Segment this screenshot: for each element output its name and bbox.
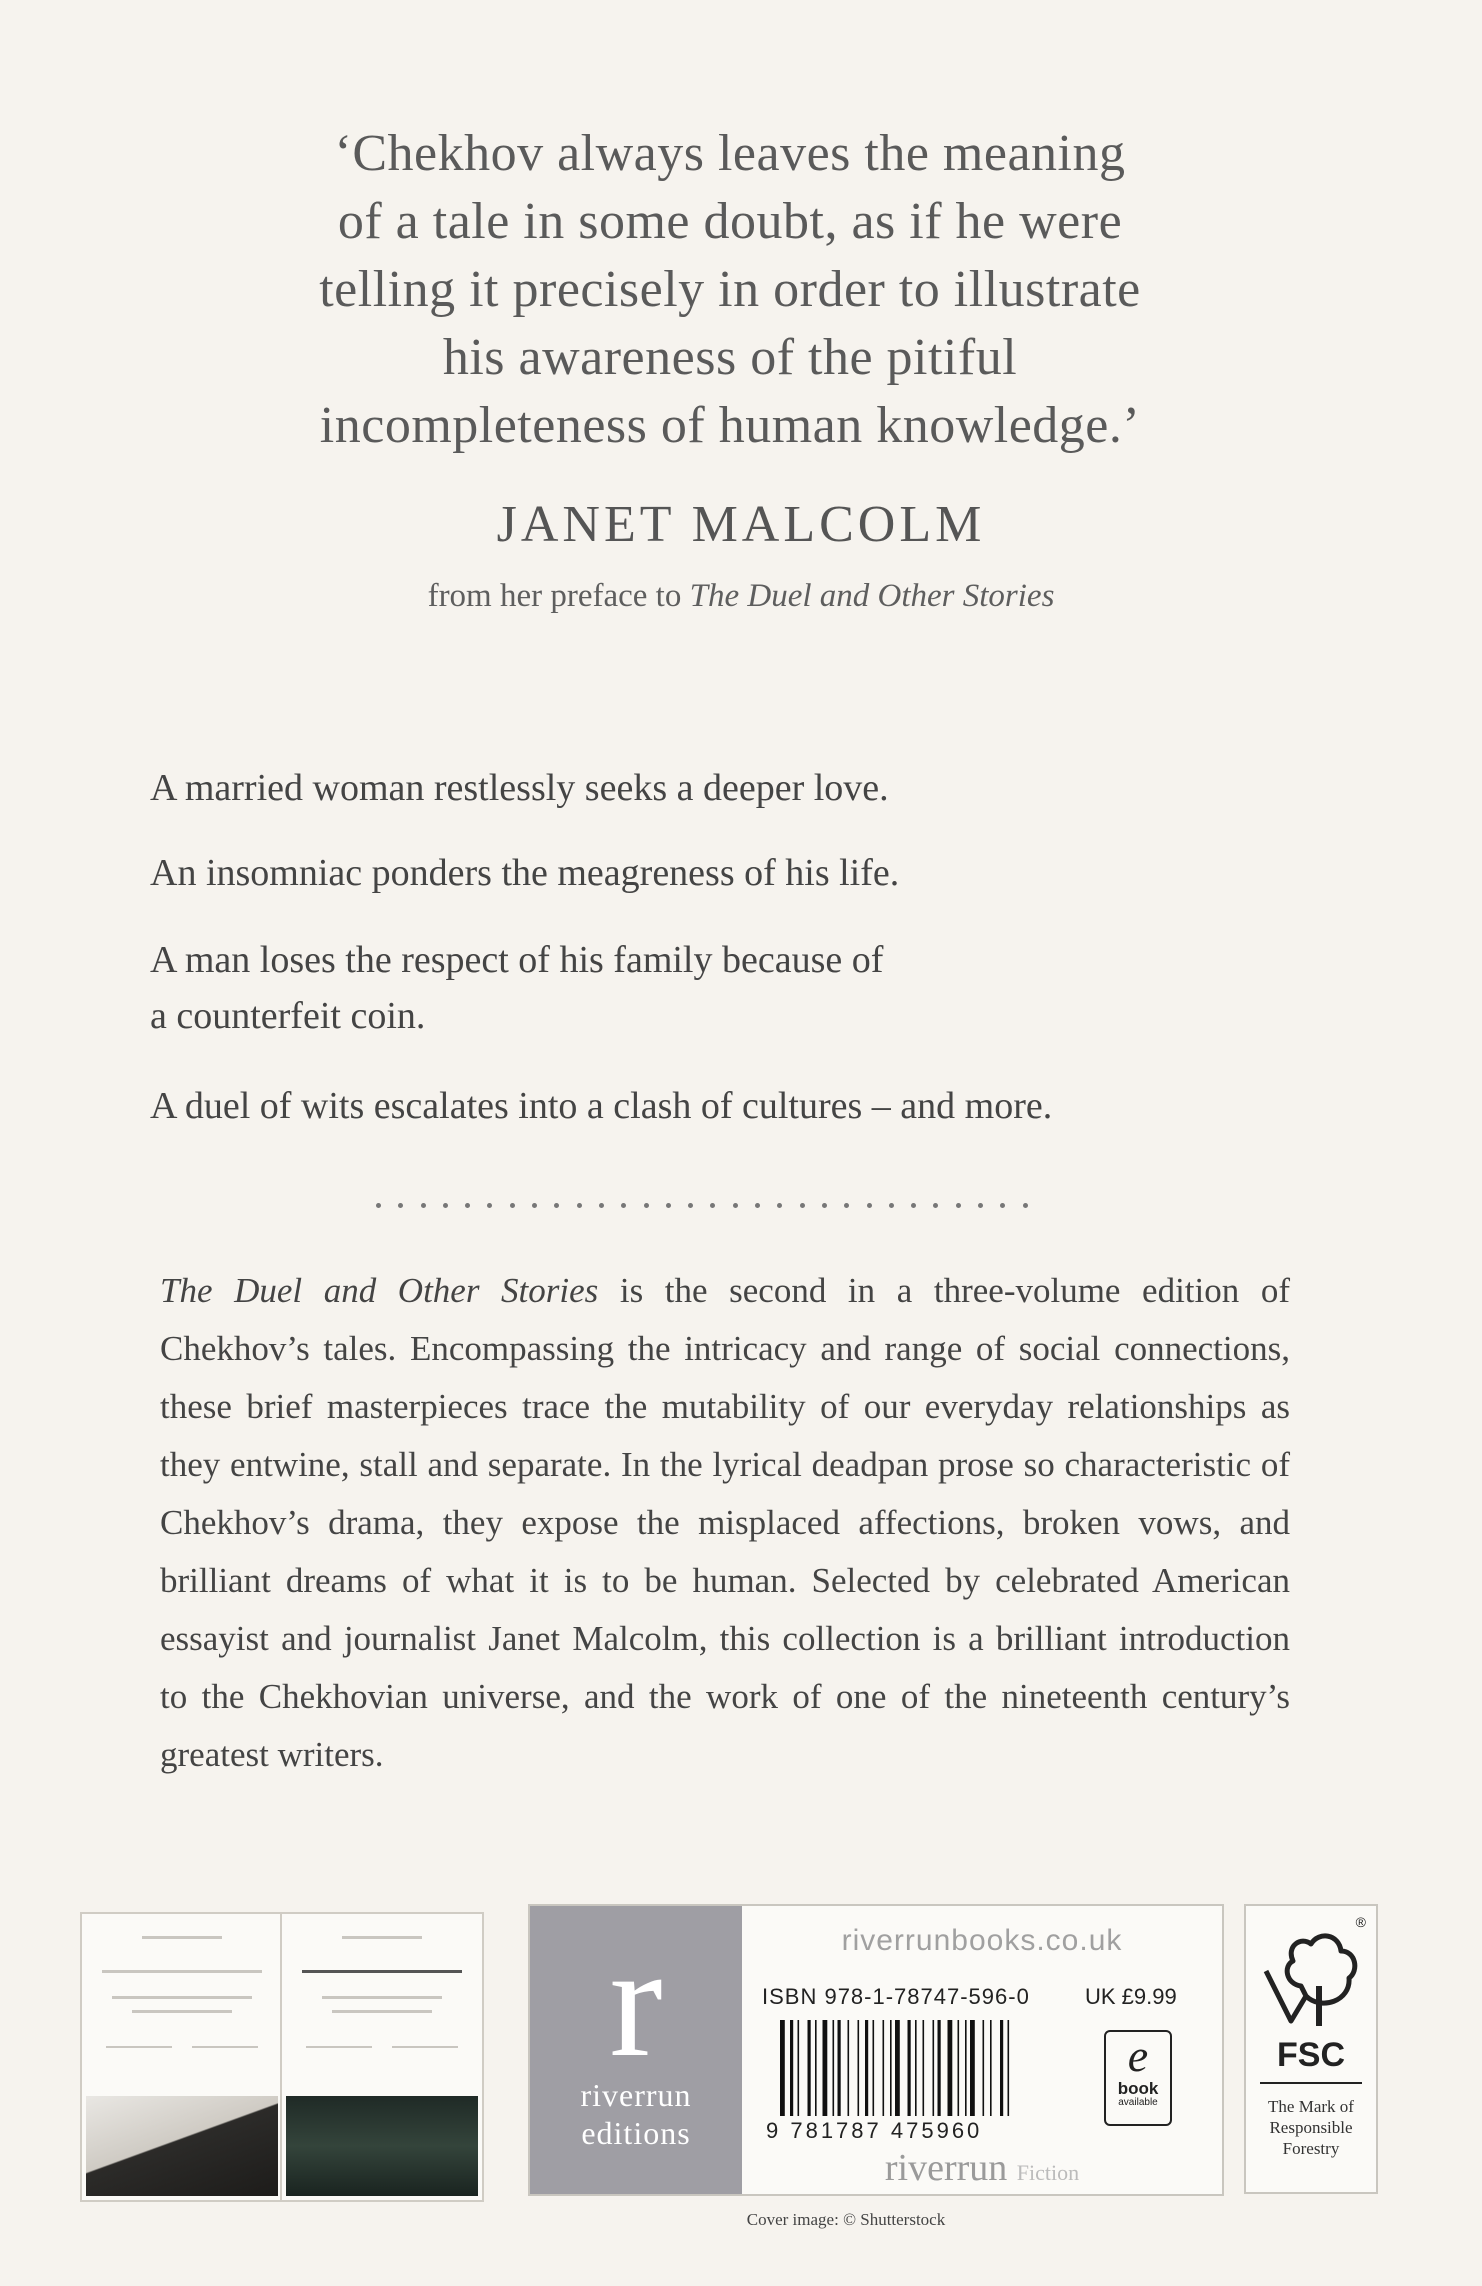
divider-dot <box>844 1203 849 1208</box>
barcode-bar <box>833 2020 835 2116</box>
blurb-title: The Duel and Other Stories <box>160 1271 599 1310</box>
publisher-panel <box>528 1904 1224 2196</box>
quote-line: incompleteness of human knowledge.’ <box>319 397 1141 454</box>
divider-dot <box>577 1203 582 1208</box>
divider-dot <box>398 1203 403 1208</box>
riverrun-logo <box>530 1906 742 2194</box>
barcode-bar <box>948 2020 953 2116</box>
logo-letter: r <box>609 1912 663 2090</box>
divider-dot <box>1000 1203 1005 1208</box>
barcode-bar <box>815 2020 817 2116</box>
fsc-tree-icon <box>1261 1926 1361 2031</box>
imprint-name: riverrun <box>884 2147 1008 2189</box>
divider-dot <box>978 1203 983 1208</box>
fsc-mark-line: Forestry <box>1282 2139 1340 2158</box>
barcode-bar <box>908 2020 911 2116</box>
barcode-bar <box>808 2020 811 2116</box>
cover-image <box>86 2096 278 2196</box>
barcode-bar <box>933 2020 935 2116</box>
quote-line: ‘Chekhov always leaves the meaning <box>334 125 1126 182</box>
divider-dot <box>1023 1203 1028 1208</box>
divider-dot <box>532 1203 537 1208</box>
barcode-bar <box>873 2020 875 2116</box>
teaser-4: A duel of wits escalates into a clash of cultures – and more. <box>150 1085 1053 1127</box>
barcode-bar <box>838 2020 841 2116</box>
teaser-1: A married woman restlessly seeks a deeper love. <box>150 767 889 809</box>
teaser-2: An insomniac ponders the meagreness of his life. <box>150 852 900 894</box>
barcode-bar <box>883 2020 885 2116</box>
barcode-bar <box>848 2020 850 2116</box>
barcode-bar <box>958 2020 960 2116</box>
divider-dot <box>755 1203 760 1208</box>
divider-dot <box>710 1203 715 1208</box>
barcode-bar <box>798 2020 800 2116</box>
quote <box>150 120 1310 460</box>
series-book-thumbnail <box>280 1912 484 2202</box>
divider-dot <box>800 1203 805 1208</box>
logo-line-1: riverrun <box>580 2077 692 2113</box>
divider-dot <box>956 1203 961 1208</box>
source-prefix: from her preface to <box>427 578 682 614</box>
fsc-mark-line: The Mark of <box>1268 2097 1354 2116</box>
divider-dot <box>487 1203 492 1208</box>
imprint <box>742 2146 1222 2190</box>
barcode-bar <box>965 2020 967 2116</box>
divider-dot <box>867 1203 872 1208</box>
fsc-mark <box>1246 2096 1376 2159</box>
barcode-bar <box>890 2020 892 2116</box>
barcode <box>778 2020 1064 2116</box>
divider-dot <box>733 1203 738 1208</box>
barcode-bar <box>1000 2020 1003 2116</box>
divider-dot <box>911 1203 916 1208</box>
series-book-thumbnail <box>80 1912 284 2202</box>
cover-image <box>286 2096 478 2196</box>
barcode-bar <box>823 2020 828 2116</box>
ebook-book: book <box>1117 2079 1159 2098</box>
barcode-bar <box>895 2020 900 2116</box>
divider-dot <box>889 1203 894 1208</box>
ebook-icon <box>1104 2030 1172 2126</box>
isbn: ISBN 978-1-78747-596-0 <box>762 1984 1030 2009</box>
divider-dot <box>688 1203 693 1208</box>
quote-line: of a tale in some doubt, as if he were <box>337 193 1123 250</box>
divider-dot <box>554 1203 559 1208</box>
fsc-logo <box>1244 1904 1378 2194</box>
cover-credit: Cover image: © Shutterstock <box>746 2210 946 2229</box>
divider-dot <box>822 1203 827 1208</box>
divider-dot <box>376 1203 381 1208</box>
divider-dot <box>644 1203 649 1208</box>
divider-dot <box>777 1203 782 1208</box>
barcode-bar <box>923 2020 925 2116</box>
barcode-bar <box>990 2020 992 2116</box>
fsc-mark-line: Responsible <box>1269 2118 1353 2137</box>
teaser-3 <box>150 932 883 1044</box>
divider-dot <box>443 1203 448 1208</box>
barcode-number: 9 781787 475960 <box>766 2118 983 2143</box>
barcode-bar <box>780 2020 785 2116</box>
publisher-url: riverrunbooks.co.uk <box>841 1924 1123 1957</box>
barcode-bar <box>790 2020 793 2116</box>
barcode-bar <box>858 2020 860 2116</box>
barcode-bar <box>1008 2020 1010 2116</box>
dotted-divider <box>376 1195 1056 1211</box>
price: UK £9.99 <box>1085 1984 1177 2009</box>
blurb <box>160 1262 1290 1784</box>
divider-dot <box>465 1203 470 1208</box>
barcode-bar <box>915 2020 917 2116</box>
registered-icon: ® <box>1355 1914 1366 1930</box>
divider-dot <box>421 1203 426 1208</box>
divider-dot <box>599 1203 604 1208</box>
ebook-e: e <box>1127 2030 1149 2081</box>
logo-label <box>530 2076 742 2152</box>
quote-line: telling it precisely in order to illustrate <box>319 261 1141 318</box>
quote-author: JANET MALCOLM <box>496 496 986 553</box>
divider-dot <box>621 1203 626 1208</box>
fsc-word: FSC <box>1277 2036 1345 2074</box>
barcode-bar <box>970 2020 975 2116</box>
blurb-text: is the second in a three-volume edition of Chekhov’s tales. Encompassing the intricacy and range of social connections, these brief masterpieces trace the mutability of our everyday relationships as they entwine, stall and separate. In the lyrical deadpan prose so characteristic of Chekhov’s drama, they expose the misplaced affections, broken vows, and brilliant dreams of what it is to be human. Selected by celebrated American essayist and journalist Janet Malcolm, this collection is a brilliant introduction to the Chekhovian universe, and the work of one of the nineteenth century’s greatest writers. <box>160 1271 1290 1774</box>
source-title: The Duel and Other Stories <box>689 578 1055 614</box>
divider-dot <box>666 1203 671 1208</box>
barcode-bar <box>983 2020 985 2116</box>
teaser-3-line-1: A man loses the respect of his family because of <box>150 939 884 981</box>
imprint-category: Fiction <box>1016 2160 1080 2185</box>
ebook-available: available <box>1118 2097 1158 2108</box>
divider-dot <box>510 1203 515 1208</box>
quote-source <box>0 578 1482 615</box>
divider-dot <box>933 1203 938 1208</box>
fsc-divider <box>1260 2082 1362 2084</box>
quote-line: his awareness of the pitiful <box>442 329 1018 386</box>
barcode-bar <box>865 2020 868 2116</box>
barcode-bar <box>938 2020 941 2116</box>
logo-line-2: editions <box>581 2115 691 2151</box>
teaser-3-line-2: a counterfeit coin. <box>150 995 426 1037</box>
